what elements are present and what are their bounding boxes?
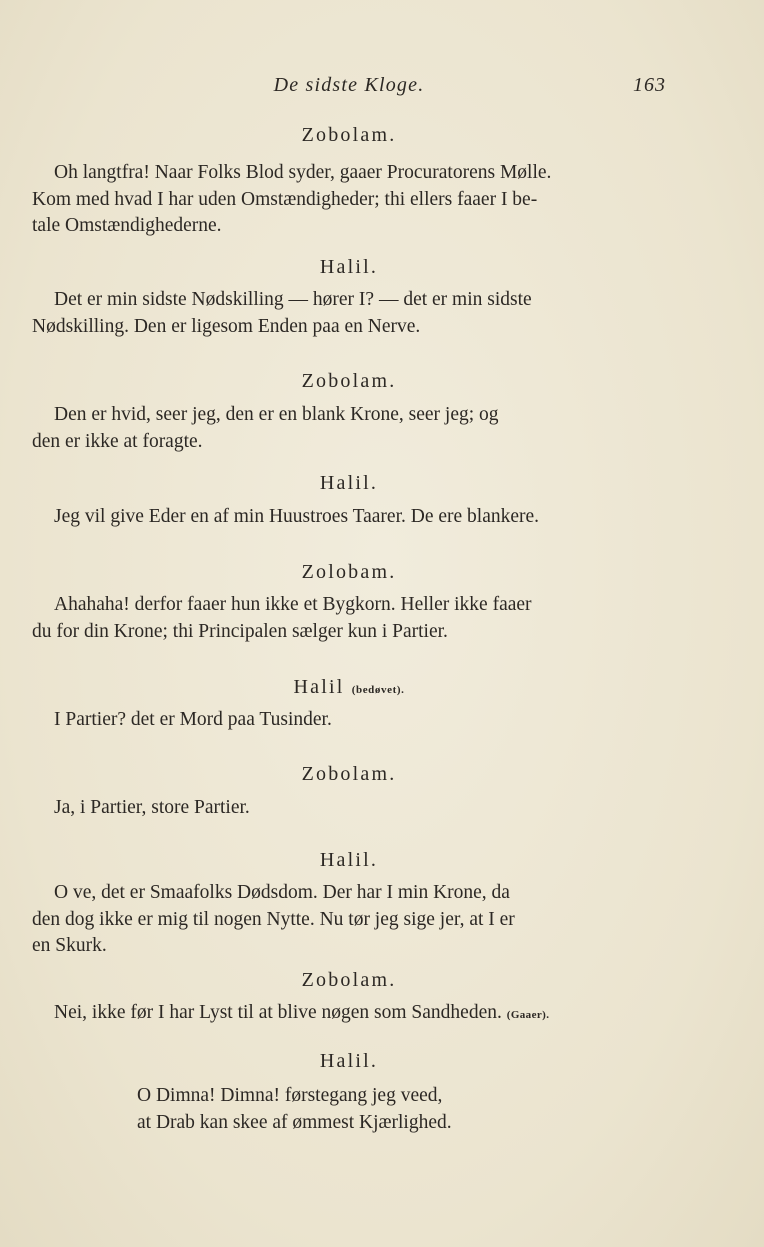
speech-block: [32, 287, 666, 340]
speaker-name: Halil.: [319, 849, 379, 871]
speaker-name: Zobolam.: [301, 124, 397, 146]
speech-line: Jeg vil give Eder en af min Huustroes Taarer. De ere blankere.: [54, 506, 540, 527]
speech-line: Ahahaha! derfor faaer hun ikke et Bygkorn. Heller ikke faaer: [54, 594, 532, 615]
speech-block: [32, 795, 666, 822]
stage-direction: (Gaaer).: [506, 1009, 550, 1021]
speech-block: [32, 880, 666, 960]
speaker-name: Halil.: [319, 472, 379, 494]
speech-line: I Partier? det er Mord paa Tusinder.: [54, 709, 332, 730]
stage-direction: (bedøvet).: [351, 684, 405, 696]
speech-line: den dog ikke er mig til nogen Nytte. Nu tør jeg sige jer, at I er: [32, 908, 515, 930]
speaker-name: Zolobam.: [301, 561, 397, 583]
speech-line: Nødskilling. Den er ligesom Enden paa en Nerve.: [32, 315, 421, 337]
speaker-name: Halil.: [319, 256, 379, 278]
speaker-name: [32, 676, 666, 699]
speech-line: Den er hvid, seer jeg, den er en blank Krone, seer jeg; og: [54, 404, 499, 425]
speech-line: en Skurk.: [32, 935, 107, 956]
speech-text: Nei, ikke før I har Lyst til at blive nøgen som Sandheden.: [54, 1002, 502, 1023]
speech-block: [32, 1000, 666, 1029]
speech-line: Ja, i Partier, store Partier.: [54, 797, 250, 818]
speech-line: O ve, det er Smaafolks Dødsdom. Der har I min Krone, da: [54, 882, 510, 903]
verse-line: at Drab kan skee af ømmest Kjærlighed.: [137, 1112, 452, 1133]
speech-block: [32, 707, 666, 734]
speech-block: [32, 402, 666, 455]
speech-block: [32, 592, 666, 645]
speaker-name: Halil.: [319, 1050, 379, 1072]
verse-line: O Dimna! Dimna! førstegang jeg veed,: [137, 1085, 443, 1106]
speech-line: [32, 1000, 666, 1029]
speech-line: den er ikke at foragte.: [32, 430, 203, 452]
speech-line: Det er min sidste Nødskilling — hører I? — det er min sidste: [54, 289, 532, 310]
speaker-name: Zobolam.: [301, 969, 397, 991]
speaker-name: Zobolam.: [301, 763, 397, 785]
speech-line: du for din Krone; thi Principalen sælger kun i Partier.: [32, 620, 448, 642]
running-title: De sidste Kloge.: [273, 74, 425, 96]
speech-line: Oh langtfra! Naar Folks Blod syder, gaaer Procuratorens Mølle.: [54, 162, 552, 183]
page-number: 163: [633, 74, 666, 96]
running-head: [32, 74, 666, 104]
speaker-name: Zobolam.: [301, 370, 397, 392]
speaker-name-text: Halil: [293, 676, 345, 698]
speech-line: Kom med hvad I har uden Omstændigheder; thi ellers faaer I be-: [32, 188, 538, 210]
speech-block: [32, 504, 666, 531]
speech-block: [32, 160, 666, 240]
verse-block: [137, 1082, 452, 1136]
speech-line: tale Omstændighederne.: [32, 215, 222, 236]
